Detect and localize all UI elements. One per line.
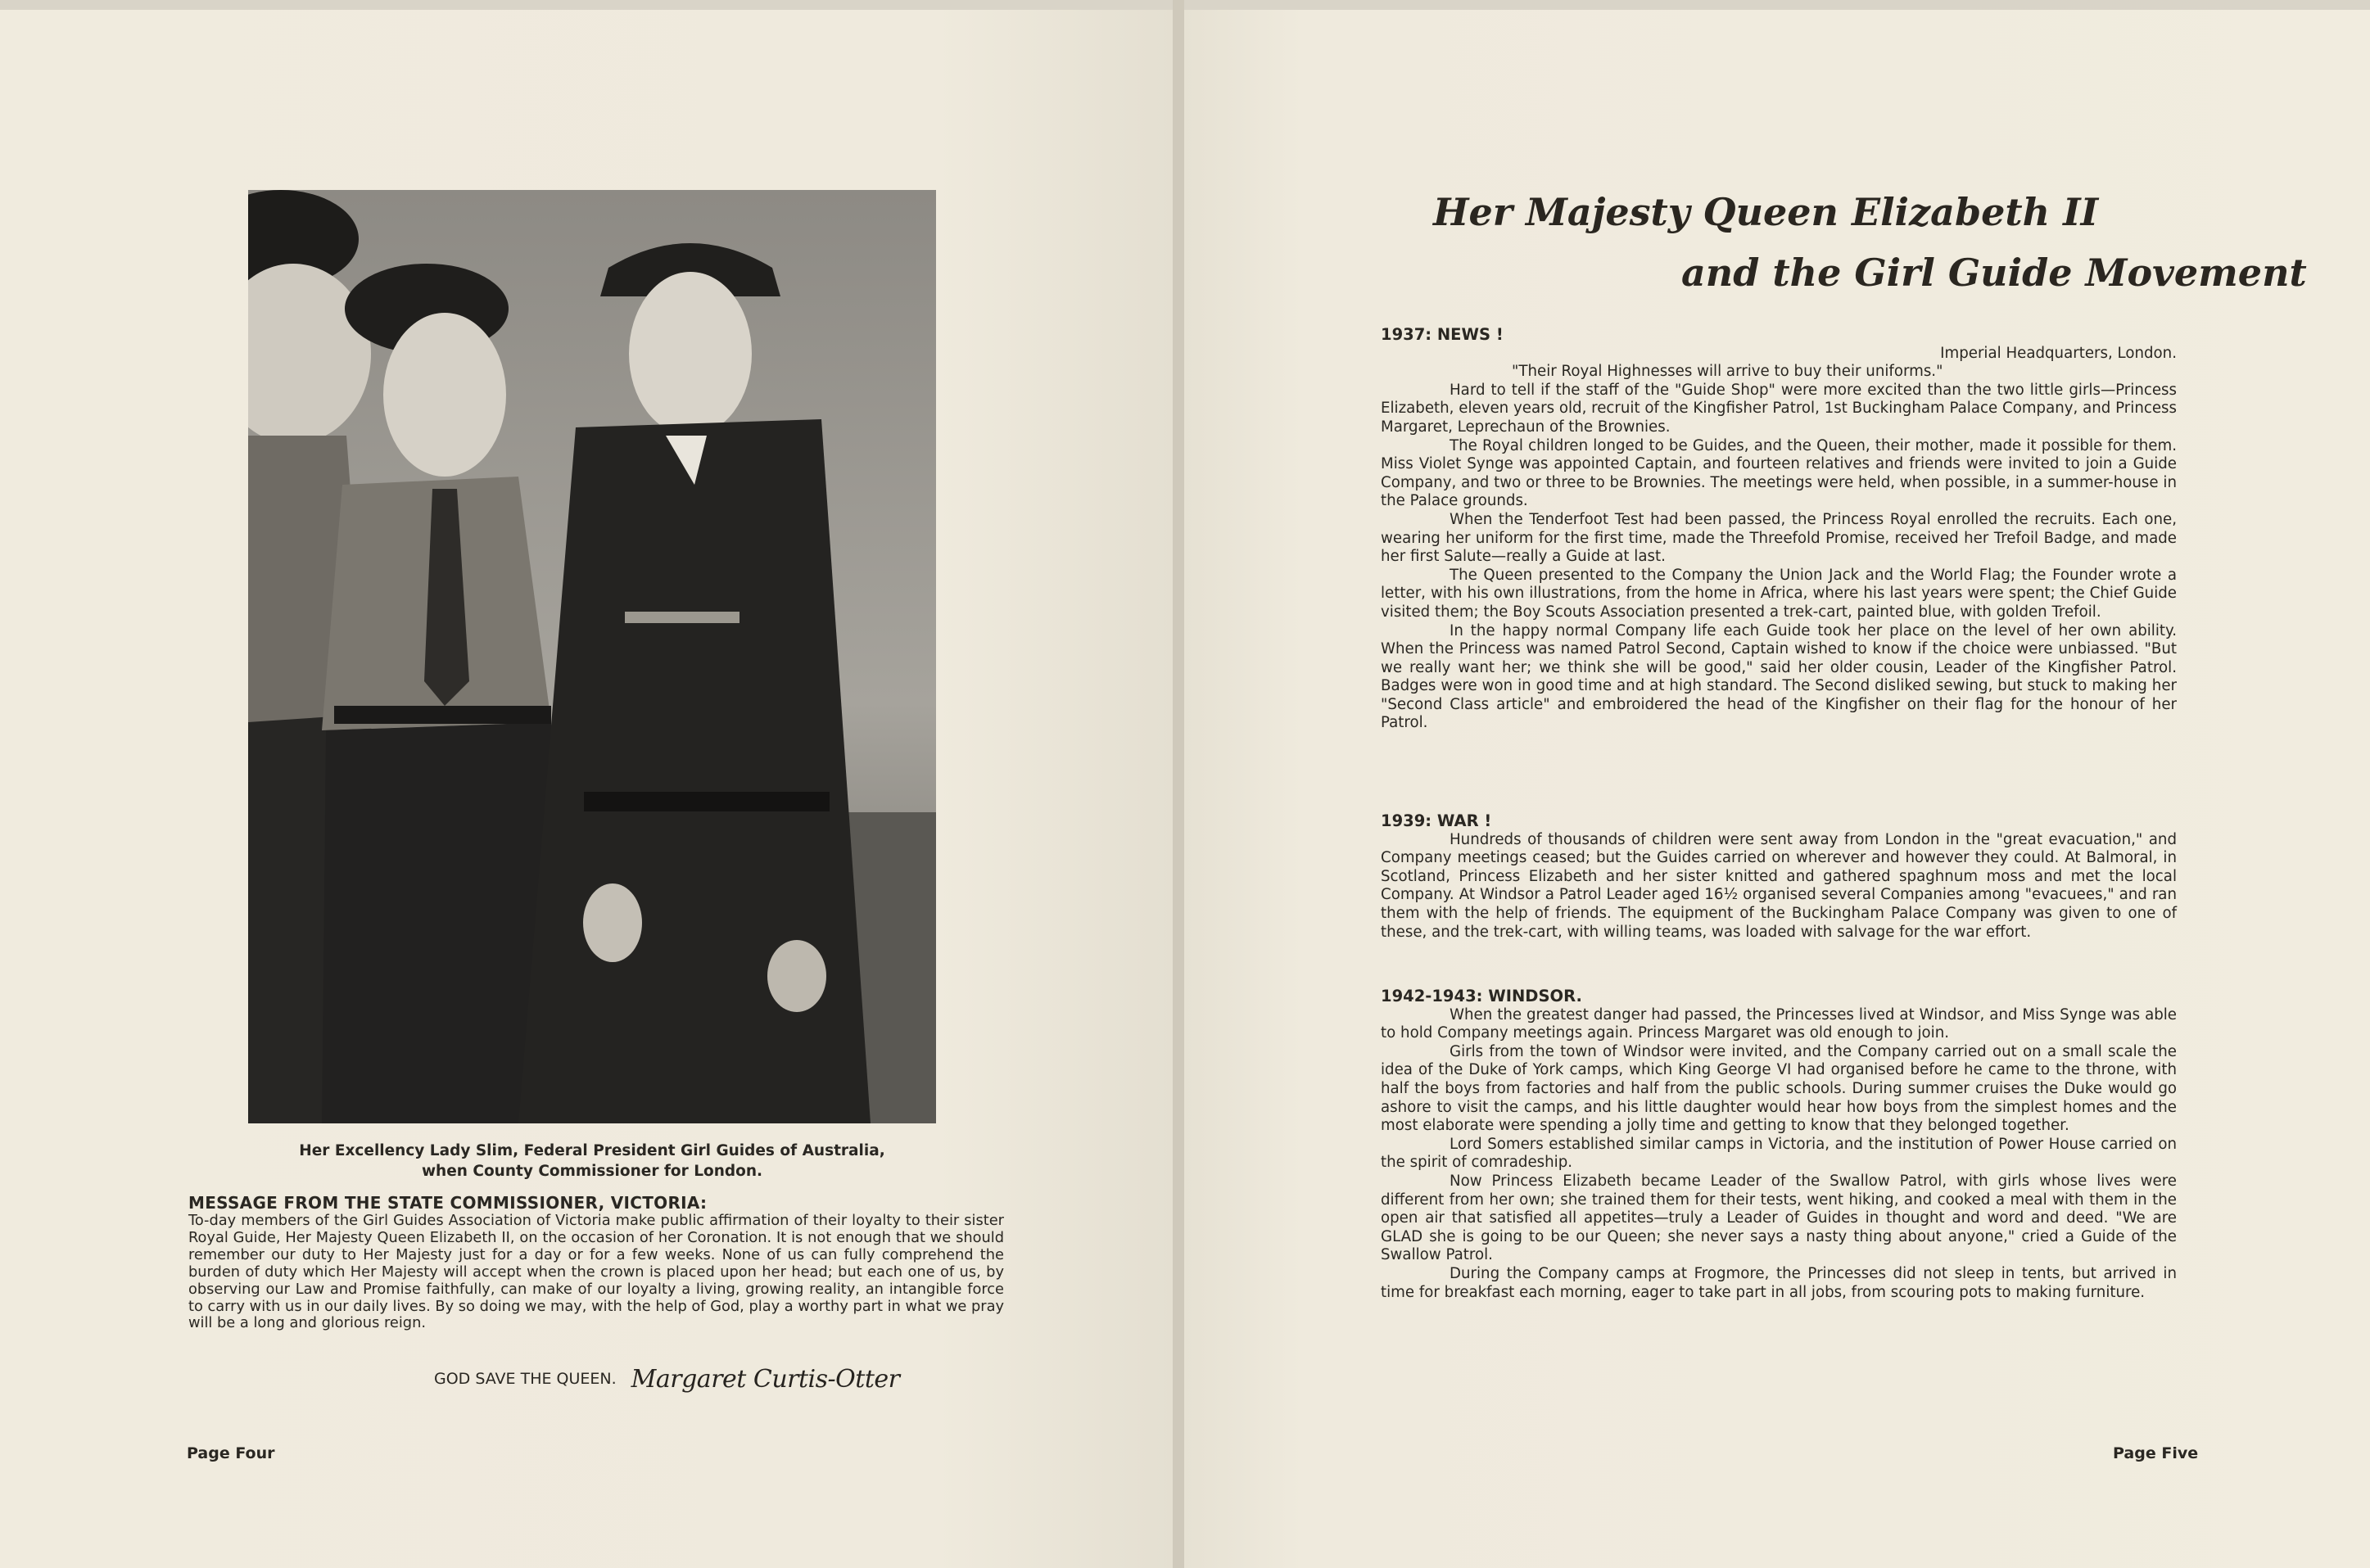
caption-line-1: Her Excellency Lady Slim, Federal President Girl Guides of Australia,: [299, 1142, 885, 1159]
section-1939: [1381, 812, 2177, 942]
guides-photograph: [248, 190, 936, 1123]
section-1937: [1381, 326, 2177, 733]
paragraph: The Royal children longed to be Guides, and the Queen, their mother, made it possible for them. Miss Violet Synge was appointed Captain, and fourteen relatives and friends were invited to join a Guide Company, and two or three to be Brownies. The meetings were held, when possible, in a summer-house in the Palace grounds.: [1381, 436, 2177, 510]
title-line-1: Her Majesty Queen Elizabeth II: [1433, 190, 2099, 234]
paragraph: Hard to tell if the staff of the "Guide Shop" were more excited than the two little girls—Princess Elizabeth, eleven years old, recruit of the Kingfisher Patrol, 1st Buckingham Palace Company, and Princess Margaret, Leprechaun of the Brownies.: [1381, 381, 2177, 436]
paragraph: "Their Royal Highnesses will arrive to buy their uniforms.": [1512, 363, 1943, 381]
paragraph: Now Princess Elizabeth became Leader of the Swallow Patrol, with girls whose lives were different from her own; she trained them for their tests, went hiking, and cooked a meal with them in the open air that satisfied all appetites—truly a Leader of Guides in thought and word and deed. "We are GLAD she is going to be our Queen; she never says a nasty thing about anyone," cried a Guide of the Swallow Patrol.: [1381, 1172, 2177, 1264]
paragraph: Girls from the town of Windsor were invited, and the Company carried out on a small scale the idea of the Duke of York camps, which King George VI had organised before he came to the throne, with half the boys from factories and half from the public schools. During summer cruises the Duke would go ashore to visit the camps, and his little daughter would hear how boys from the simplest homes and the most elaborate were spending a jolly time and getting to know that they belonged together.: [1381, 1042, 2177, 1135]
paragraph: Lord Somers established similar camps in Victoria, and the institution of Power House carried on the spirit of comradeship.: [1381, 1135, 2177, 1172]
photo-caption: [248, 1141, 936, 1182]
paragraph: When the greatest danger had passed, the Princesses lived at Windsor, and Miss Synge was able to hold Company meetings again. Princess Margaret was old enough to join.: [1381, 1005, 2177, 1042]
handwritten-signature: Margaret Curtis-Otter: [631, 1364, 900, 1394]
message-body: To-day members of the Girl Guides Association of Victoria make public affirmation of their loyalty to their sister Royal Guide, Her Majesty Queen Elizabeth II, on the occasion of her Coronation. It is not enough that we should remember our duty to Her Majesty just for a day or for a few weeks. None of us can fully comprehend the burden of duty which Her Majesty will accept when the crown is placed upon her head; but each one of us, by observing our Law and Promise faithfully, can make of our loyalty a living, growing reality, an intangible force to carry with us in our daily lives. By so doing we may, with the help of God, play a worthy part in what we pray will be a long and glorious reign.: [188, 1212, 1004, 1332]
paragraph: In the happy normal Company life each Guide took her place on the level of her own ability. When the Princess was named Patrol Second, Captain wished to know if the choice were unbiassed. "But we really want her; we think she will be good," said her older cousin, Leader of the Kingfisher Patrol. Badges were won in good time and at high standard. The Second disliked sewing, but stuck to making her "Second Class article" and embroidered the head of the Kingfisher on their flag for the honour of her Patrol.: [1381, 621, 2177, 732]
section-1942-1943: [1381, 987, 2177, 1302]
book-gutter: [1173, 0, 1184, 1568]
paragraph: The Queen presented to the Company the Union Jack and the World Flag; the Founder wrote a letter, with his own illustrations, from the home in Africa, where his last years were spent; the Chief Guide visited them; the Boy Scouts Association presented a trek-cart, painted blue, with golden Trefoil.: [1381, 566, 2177, 621]
section-heading: 1942-1943: WINDSOR.: [1381, 987, 1582, 1005]
paragraph: When the Tenderfoot Test had been passed, the Princess Royal enrolled the recruits. Each one, wearing her uniform for the first time, made the Threefold Promise, received her Trefoil Badge, and made her first Salute—really a Guide at last.: [1381, 510, 2177, 566]
paragraph: Hundreds of thousands of children were sent away from London in the "great evacuation," and Company meetings ceased; but the Guides carried on wherever and however they could. At Balmoral, in Scotland, Princess Elizabeth and her sister knitted and gathered spaghnum moss and met the local Company. At Windsor a Patrol Leader aged 16½ organised several Companies among "evacuees," and ran them with the help of friends. The equipment of the Buckingham Palace Company was given to one of these, and the trek-cart, with willing teams, was loaded with salvage for the war effort.: [1381, 830, 2177, 941]
caption-line-2: when County Commissioner for London.: [421, 1163, 763, 1180]
paragraph: During the Company camps at Frogmore, the Princesses did not sleep in tents, but arrived in time for breakfast each morning, eager to take part in all jobs, from scouring pots to making furniture.: [1381, 1264, 2177, 1301]
title-line-2: and the Girl Guide Movement: [1681, 251, 2307, 295]
closing-text: GOD SAVE THE QUEEN.: [434, 1370, 617, 1388]
page-number-left: Page Four: [187, 1444, 275, 1462]
message-heading: MESSAGE FROM THE STATE COMMISSIONER, VICTORIA:: [188, 1193, 708, 1213]
closing-row: [434, 1361, 1007, 1397]
right-page: [1184, 10, 2370, 1568]
paragraph: Imperial Headquarters, London.: [1940, 344, 2177, 362]
section-heading: 1937: NEWS !: [1381, 325, 1504, 344]
page-number-right: Page Five: [2113, 1444, 2199, 1462]
section-heading: 1939: WAR !: [1381, 811, 1492, 830]
photo-illustration: [248, 190, 936, 1123]
